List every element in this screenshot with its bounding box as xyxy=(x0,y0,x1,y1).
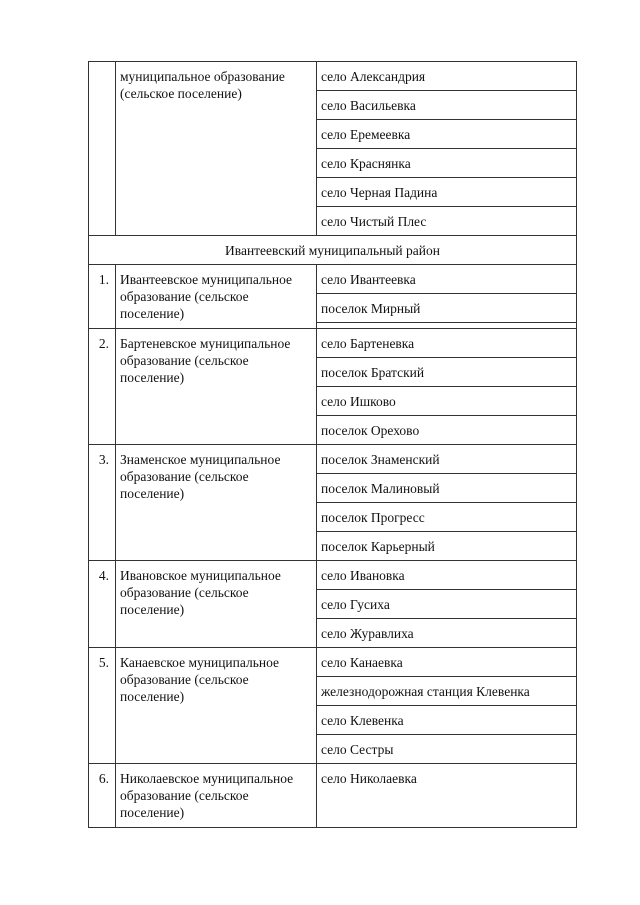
settlement-cell: поселок Братский xyxy=(317,358,577,387)
row-number: 5. xyxy=(89,648,116,764)
settlement-cell: село Ишково xyxy=(317,387,577,416)
municipality-name: Ивантеевское муниципальное образование (сельское поселение) xyxy=(116,265,317,329)
settlement-cell: село Васильевка xyxy=(317,91,577,120)
row-number: 3. xyxy=(89,445,116,561)
settlement-cell: село Краснянка xyxy=(317,149,577,178)
settlement-cell: село Клевенка xyxy=(317,706,577,735)
district-row xyxy=(89,236,577,265)
row-number: 4. xyxy=(89,561,116,648)
municipality-name: Ивановское муниципальное образование (сельское поселение) xyxy=(116,561,317,648)
municipality-name: Николаевское муниципальное образование (сельское поселение) xyxy=(116,764,317,828)
row-number: 6. xyxy=(89,764,116,828)
table-row xyxy=(89,764,577,828)
municipal-table xyxy=(88,61,577,828)
settlement-cell: село Журавлиха xyxy=(317,619,577,648)
district-heading: Ивантеевский муниципальный район xyxy=(89,236,577,265)
settlement-cell: поселок Орехово xyxy=(317,416,577,445)
table-row xyxy=(89,445,577,474)
table-row xyxy=(89,329,577,358)
settlement-cell: поселок Прогресс xyxy=(317,503,577,532)
settlement-cell: село Ивановка xyxy=(317,561,577,590)
row-number: 2. xyxy=(89,329,116,445)
settlement-cell: поселок Малиновый xyxy=(317,474,577,503)
municipality-name: Знаменское муниципальное образование (сельское поселение) xyxy=(116,445,317,561)
municipality-name: муниципальное образование (сельское поселение) xyxy=(116,62,317,236)
row-number: 1. xyxy=(89,265,116,329)
settlement-cell: железнодорожная станция Клевенка xyxy=(317,677,577,706)
municipality-name: Бартеневское муниципальное образование (сельское поселение) xyxy=(116,329,317,445)
settlement-cell: село Канаевка xyxy=(317,648,577,677)
row-number xyxy=(89,62,116,236)
table-row xyxy=(89,62,577,91)
settlement-cell: село Александрия xyxy=(317,62,577,91)
settlement-cell: село Ивантеевка xyxy=(317,265,577,294)
table-row xyxy=(89,561,577,590)
settlement-cell: село Николаевка xyxy=(317,764,577,828)
settlement-cell: поселок Мирный xyxy=(317,294,577,323)
settlement-cell: село Сестры xyxy=(317,735,577,764)
municipality-name: Канаевское муниципальное образование (сельское поселение) xyxy=(116,648,317,764)
settlement-cell: поселок Карьерный xyxy=(317,532,577,561)
settlement-cell: село Чистый Плес xyxy=(317,207,577,236)
table-row xyxy=(89,265,577,294)
settlement-cell: село Черная Падина xyxy=(317,178,577,207)
settlement-cell: село Еремеевка xyxy=(317,120,577,149)
settlement-cell: село Бартеневка xyxy=(317,329,577,358)
settlement-cell: село Гусиха xyxy=(317,590,577,619)
table-row xyxy=(89,648,577,677)
settlement-cell: поселок Знаменский xyxy=(317,445,577,474)
